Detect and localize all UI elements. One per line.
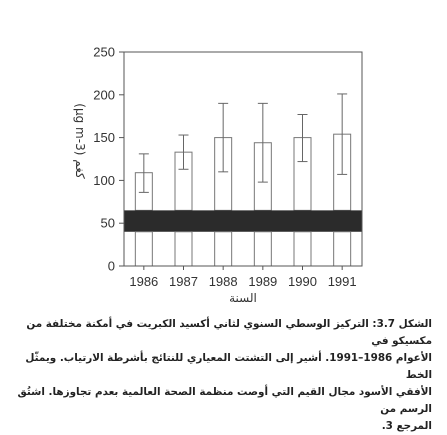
x-tick-label-1991: 1991 — [327, 274, 357, 289]
x-tick-label-1988: 1988 — [208, 274, 238, 289]
plot-frame — [124, 52, 362, 266]
bar-lower-1989 — [254, 232, 271, 266]
x-tick-label-1990: 1990 — [288, 274, 317, 289]
x-tick-label-1987: 1987 — [169, 274, 198, 289]
caption-line-2: الأعوام 1986–1991. أشير إلى التشتت المعياري للنتائج بأشرطة الارتياب. ويمثّل الخط — [25, 352, 432, 381]
y-tick-label-250: 250 — [93, 44, 115, 60]
who-limit-band — [124, 210, 362, 231]
y-tick-label-150: 150 — [93, 130, 115, 146]
bar-lower-1988 — [215, 232, 232, 266]
bars-below-band-layer — [135, 232, 350, 266]
bar-lower-1986 — [135, 232, 152, 266]
caption-line-1: الشكل 3.7: التركيز الوسطي السنوي لثاني أكسيد الكبريت في أمكنة مختلفة من مكسيكو في — [26, 318, 432, 347]
bar-lower-1987 — [175, 232, 192, 266]
y-axis-title: (µg m-3) كغم — [73, 103, 87, 179]
y-tick-label-0: 0 — [107, 258, 115, 274]
caption-line-4: المرجع 3. — [381, 420, 432, 432]
bar-lower-1991 — [334, 232, 351, 266]
y-tick-label-200: 200 — [93, 87, 115, 103]
bars-layer — [135, 134, 350, 210]
figure-caption — [12, 316, 432, 435]
y-tick-label-100: 100 — [93, 172, 115, 188]
x-axis-title: السنة — [229, 291, 257, 305]
x-tick-label-1986: 1986 — [129, 274, 159, 289]
error-bars-layer — [139, 94, 347, 192]
bar-lower-1990 — [294, 232, 311, 266]
x-tick-label-1989: 1989 — [248, 274, 278, 289]
caption-line-3: الأفقي الأسود مجال القيم التي أوصت منظمة الصحة العالمية بعدم تجاوزها. اشتُق الرسم من — [17, 386, 432, 415]
y-tick-label-50: 50 — [100, 215, 115, 231]
